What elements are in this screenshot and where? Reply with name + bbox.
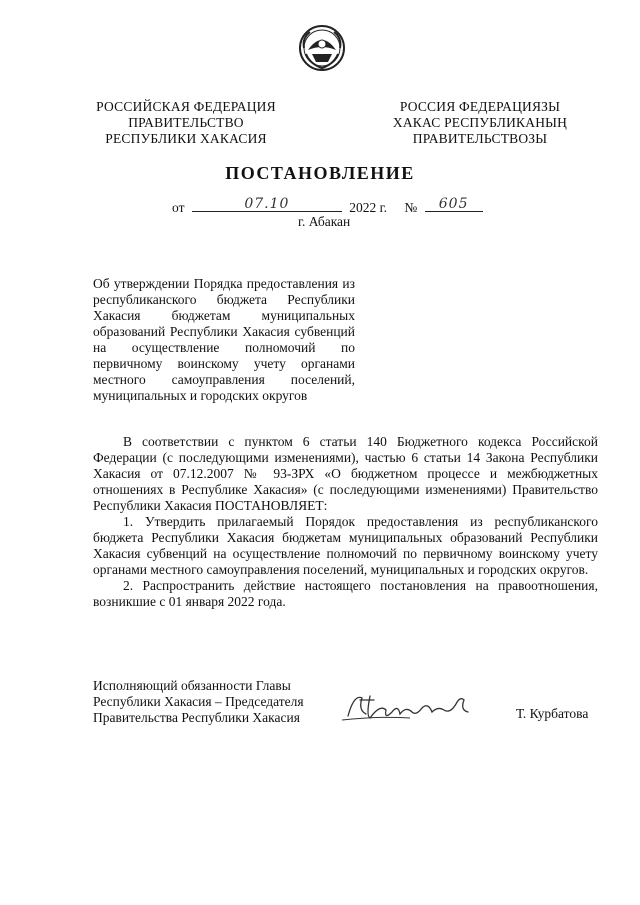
city-text: г. Абакан: [298, 214, 351, 229]
number-label: №: [404, 200, 418, 215]
header-right-block: [380, 99, 580, 147]
body-paragraph-3: 2. Распространить действие настоящего постановления на правоотношения, возникшие с 01 января 2022 года.: [93, 578, 598, 609]
header-right-line1: РОССИЯ ФЕДЕРАЦИЯЗЫ: [399, 99, 561, 114]
document-body: [93, 434, 598, 610]
date-handwritten: 07.10: [244, 196, 290, 212]
header-right-line2: ХАКАС РЕСПУБЛИКАНЫҢ: [392, 115, 568, 130]
date-underline: [192, 197, 342, 212]
body-paragraph-1: В соответствии с пунктом 6 статьи 140 Бюджетного кодекса Российской Федерации (с последующими изменениями), частью 6 статьи 14 Закона Республики Хакасия от 07.12.2007 № 93-ЗРХ «О бюджетном процессе и межбюджетных отношениях в Республике Хакасия» (с последующими изменениями) Правительство Республики Хакасия ПОСТАНОВЛЯЕТ:: [93, 434, 598, 513]
handwritten-signature: [340, 686, 480, 726]
date-prefix: от: [172, 200, 185, 215]
header-right-line3: ПРАВИТЕЛЬСТВОЗЫ: [412, 131, 548, 146]
body-paragraph-2: 1. Утвердить прилагаемый Порядок предоставления из республиканского бюджета Республики Хакасия бюджетам муниципальных образований Республики Хакасия субвенций на осуществление полномочий по первичному воинскому учету органами местного самоуправления поселений, муниципальных и городских округов.: [93, 514, 598, 577]
signatory-line2: Республики Хакасия – Председателя: [93, 694, 304, 709]
header-left-line1: РОССИЙСКАЯ ФЕДЕРАЦИЯ: [96, 99, 276, 114]
number-handwritten: 605: [438, 196, 469, 212]
coat-of-arms-emblem: [298, 24, 346, 72]
header-left-line3: РЕСПУБЛИКИ ХАКАСИЯ: [105, 131, 267, 146]
document-title: ПОСТАНОВЛЕНИЕ: [225, 163, 415, 183]
signatory-line3: Правительства Республики Хакасия: [93, 710, 300, 725]
number-underline: [425, 197, 483, 212]
signatory-line1: Исполняющий обязанности Главы: [93, 678, 291, 693]
document-subject: Об утверждении Порядка предоставления из республиканского бюджета Республики Хакасия бюджетам муниципальных образований Республики Хакасия субвенций на осуществление полномочий по первичному воинскому учету органами местного самоуправления поселений, муниципальных и городских округов: [93, 276, 355, 403]
header-left-line2: ПРАВИТЕЛЬСТВО: [128, 115, 244, 130]
signatory-title: [93, 678, 304, 726]
header-left-block: [93, 99, 279, 147]
year-text: 2022 г.: [349, 200, 387, 215]
signatory-name: Т. Курбатова: [516, 706, 589, 721]
